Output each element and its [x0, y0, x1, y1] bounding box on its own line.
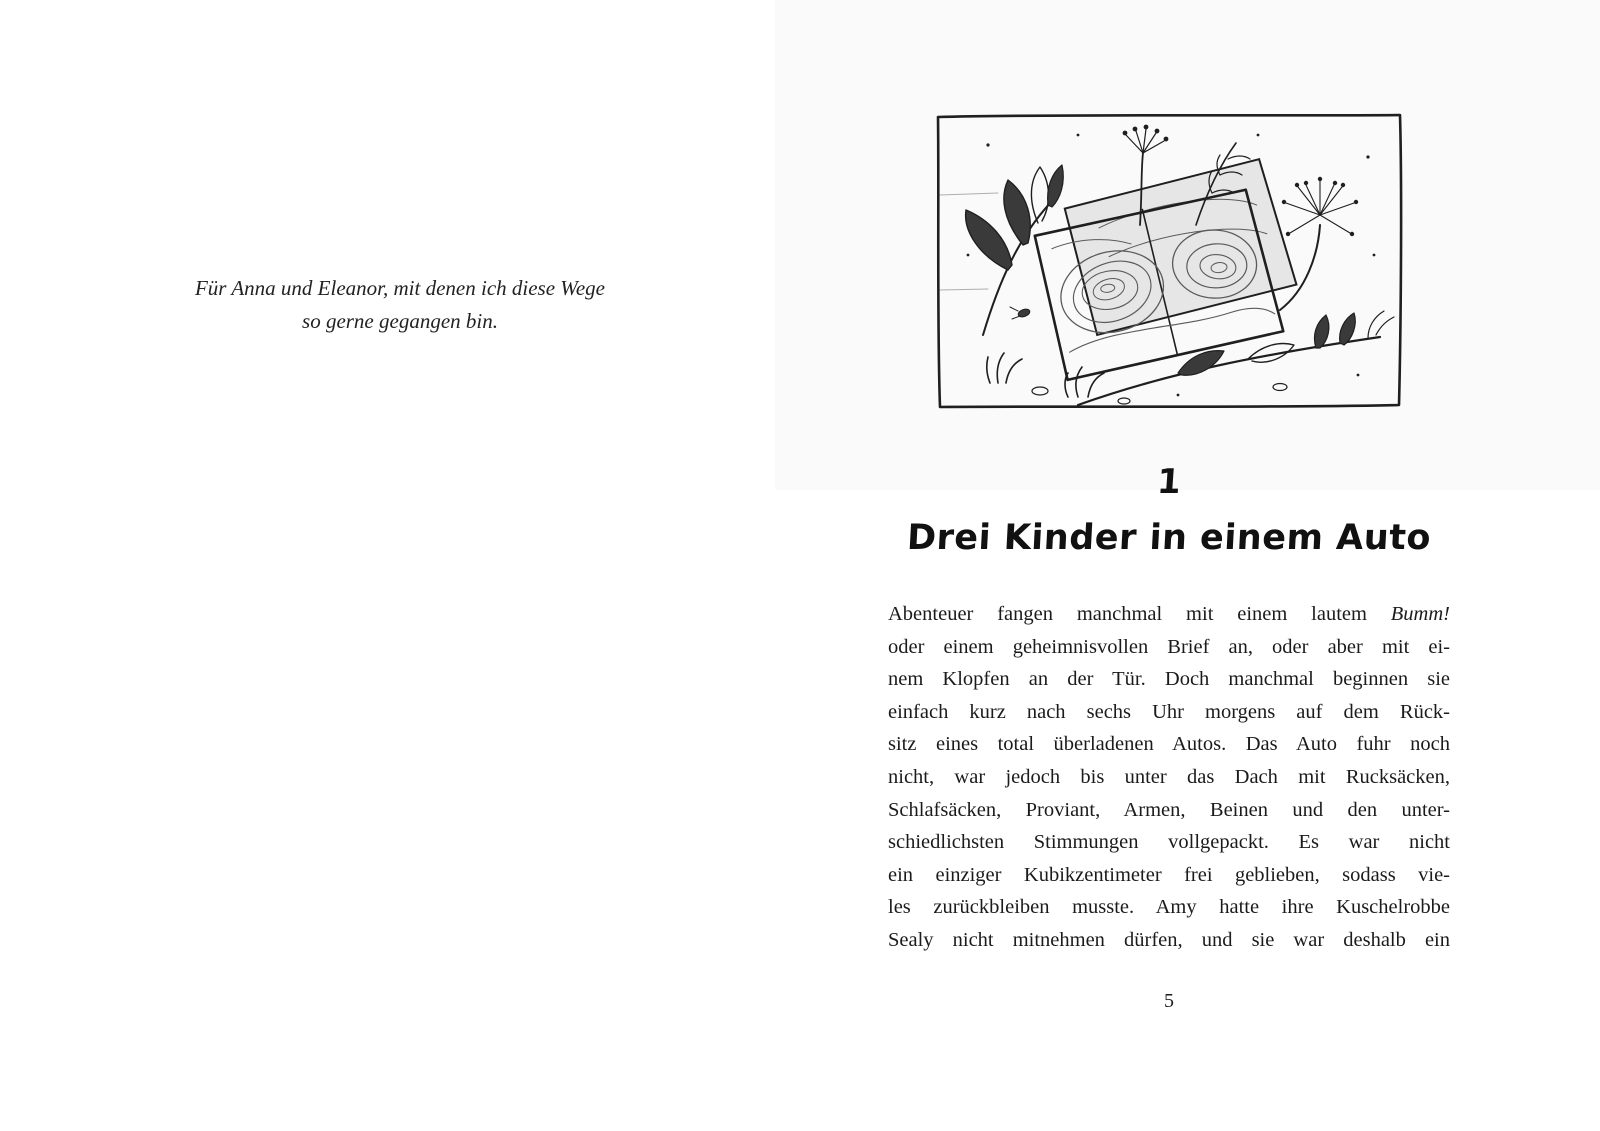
page-number: 5: [1164, 990, 1174, 1012]
chapter-number: 1: [1155, 462, 1183, 502]
body-line: ein einziger Kubikzentimeter frei geblieben, sodass vie-: [888, 863, 1450, 886]
body-line: Schlafsäcken, Proviant, Armen, Beinen und den unter-: [888, 798, 1450, 821]
body-line: nem Klopfen an der Tür. Doch manchmal beginnen sie: [888, 668, 1450, 691]
chapter-title: Drei Kinder in einem Auto: [905, 518, 1433, 558]
chapter-illustration: [928, 105, 1412, 417]
body-line-text: Abenteuer fangen manchmal mit einem lautem: [888, 603, 1391, 625]
body-line: les zurückbleiben musste. Amy hatte ihre Kuschelrobbe: [888, 896, 1450, 919]
maps-and-plants-illustration: [928, 105, 1412, 417]
body-line: sitz eines total überladenen Autos. Das Auto fuhr noch: [888, 733, 1450, 756]
dedication-line: so gerne gegangen bin.: [302, 309, 498, 333]
body-line: Sealy nicht mitnehmen dürfen, und sie war deshalb ein: [888, 928, 1450, 951]
body-text: [888, 598, 1450, 957]
body-line: oder einem geheimnisvollen Brief an, oder aber mit ei-: [888, 635, 1450, 658]
body-line-italic-text: Bumm!: [1390, 603, 1450, 625]
body-line: einfach kurz nach sechs Uhr morgens auf dem Rück-: [888, 700, 1450, 723]
body-line: nicht, war jedoch bis unter das Dach mit Rucksäcken,: [888, 765, 1450, 788]
body-line: schiedlichsten Stimmungen vollgepackt. Es war nicht: [888, 831, 1450, 854]
body-line: [888, 598, 1450, 631]
dedication-line: Für Anna und Eleanor, mit denen ich diese Wege: [194, 276, 605, 300]
dedication: [130, 272, 670, 338]
